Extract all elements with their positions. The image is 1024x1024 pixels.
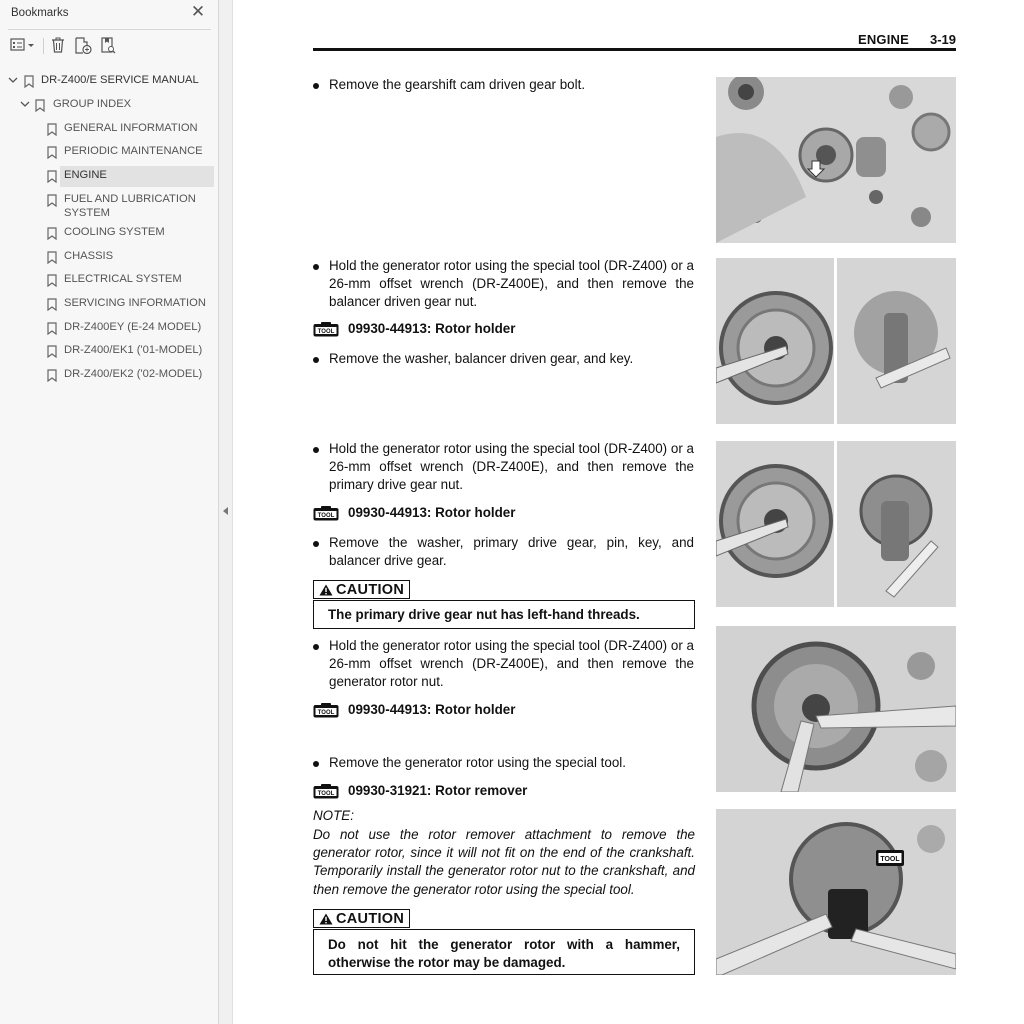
section-title: ENGINE: [857, 32, 909, 47]
step-item: [313, 754, 695, 774]
chevron-down-icon[interactable]: [20, 99, 30, 109]
bookmark-item-general-information[interactable]: [0, 120, 219, 142]
bookmark-item-service-manual[interactable]: [0, 72, 219, 94]
caution-message: Do not hit the generator rotor with a hammer, otherwise the rotor may be damaged.: [328, 937, 680, 971]
bookmark-label: FUEL AND LUBRICATION SYSTEM: [64, 193, 196, 219]
tool-icon: [313, 506, 339, 521]
engine-photo: [716, 441, 956, 607]
warning-icon: [319, 584, 333, 596]
bookmark-item-fuel-lubrication[interactable]: [0, 191, 219, 227]
step-text: Hold the generator rotor using the special tool (DR-Z400) or a 26-mm offset wrench (DR-Z400E), and then remove the generator rotor nut.: [329, 638, 694, 690]
tool-icon: [313, 784, 339, 799]
tool-text: 09930-44913: Rotor holder: [348, 702, 516, 717]
bookmark-label: PERIODIC MAINTENANCE: [64, 145, 203, 157]
note-text: Do not use the rotor remover attachment to remove the generator rotor, since it will not fit on the end of the crankshaft. Temporarily install the generator rotor nut to the crankshaft, and then remove the generator rotor using the special tool.: [313, 827, 695, 897]
bookmark-label: DR-Z400/E SERVICE MANUAL: [41, 74, 199, 86]
note-heading: NOTE:: [313, 808, 354, 823]
bookmark-item-periodic-maintenance[interactable]: [0, 143, 219, 165]
step-text: Hold the generator rotor using the special tool (DR-Z400) or a 26-mm offset wrench (DR-Z400E), and then remove the balancer driven gear nut.: [329, 258, 694, 310]
add-bookmark-icon[interactable]: [73, 34, 93, 56]
panel-splitter[interactable]: [219, 0, 233, 1024]
tool-icon-label: TOOL: [317, 710, 335, 716]
tool-icon-label: TOOL: [317, 329, 335, 335]
bookmark-item-cooling-system[interactable]: [0, 224, 219, 246]
engine-photo: [716, 809, 956, 975]
bookmark-icon: [47, 298, 57, 311]
chevron-down-icon[interactable]: [8, 75, 18, 85]
caution-message: The primary drive gear nut has left-hand threads.: [328, 607, 640, 622]
step-item: [313, 257, 695, 313]
warning-icon: [319, 913, 333, 925]
bookmark-icon: [47, 146, 57, 159]
divider: [8, 29, 211, 30]
step-item: [313, 637, 695, 693]
bullet-icon: [313, 761, 319, 767]
document-page: [234, 0, 1024, 1024]
bookmark-label: DR-Z400EY (E-24 MODEL): [64, 321, 202, 333]
special-tool: [313, 783, 613, 801]
step-item: [313, 76, 695, 96]
bookmark-icon: [47, 369, 57, 382]
tool-icon-label: TOOL: [317, 513, 335, 519]
bookmark-label: DR-Z400/EK2 ('02-MODEL): [64, 368, 203, 380]
bookmarks-header: [0, 0, 218, 28]
caution-text: CAUTION: [336, 911, 405, 927]
bookmark-item-engine[interactable]: [0, 167, 219, 189]
tool-text: 09930-44913: Rotor holder: [348, 321, 516, 336]
delete-bookmark-icon[interactable]: [49, 34, 67, 56]
step-item: [313, 350, 695, 370]
tool-text: 09930-44913: Rotor holder: [348, 505, 516, 520]
step-text: Remove the gearshift cam driven gear bolt.: [329, 77, 586, 92]
bookmark-icon: [47, 251, 57, 264]
tool-text: 09930-31921: Rotor remover: [348, 783, 528, 798]
bookmark-item-drz400-ek1[interactable]: [0, 342, 219, 364]
bullet-icon: [313, 264, 319, 270]
bookmark-label: GROUP INDEX: [53, 98, 132, 110]
bookmark-icon: [47, 170, 57, 183]
step-text: Hold the generator rotor using the special tool (DR-Z400) or a 26-mm offset wrench (DR-Z400E), and then remove the primary drive gear nut.: [329, 441, 694, 493]
bookmark-icon: [47, 322, 57, 335]
step-text: Remove the generator rotor using the special tool.: [329, 755, 626, 770]
collapse-panel-icon[interactable]: [223, 507, 228, 515]
tool-icon: [313, 703, 339, 718]
bookmark-item-drz400-ek2[interactable]: [0, 366, 219, 388]
bookmarks-toolbar: [0, 34, 219, 58]
bookmark-label: CHASSIS: [64, 250, 114, 262]
tool-icon-label: TOOL: [317, 791, 335, 797]
bookmark-options-icon[interactable]: [10, 34, 36, 56]
bullet-icon: [313, 541, 319, 547]
bullet-icon: [313, 83, 319, 89]
bullet-icon: [313, 644, 319, 650]
step-item: [313, 534, 695, 572]
caution-text: CAUTION: [336, 582, 405, 598]
engine-photo: [716, 77, 956, 243]
bookmark-icon: [47, 123, 57, 136]
bookmark-icon: [47, 227, 57, 240]
step-text: Remove the washer, primary drive gear, pin, key, and balancer drive gear.: [329, 535, 694, 569]
bookmark-label: COOLING SYSTEM: [64, 226, 165, 238]
caution-label: [313, 580, 410, 599]
bookmark-icon: [47, 274, 57, 287]
tool-icon-label: TOOL: [880, 856, 900, 863]
caution-label: [313, 909, 410, 928]
bookmark-icon: [24, 75, 34, 88]
special-tool: [313, 321, 613, 339]
engine-photo: [716, 626, 956, 792]
bullet-icon: [313, 357, 319, 363]
bookmarks-panel: [0, 0, 219, 1024]
bookmark-icon: [35, 99, 45, 112]
bookmark-icon: [47, 345, 57, 358]
page-number: 3-19: [929, 32, 956, 47]
bookmark-label: GENERAL INFORMATION: [64, 122, 198, 134]
engine-photo: [716, 258, 956, 424]
close-icon[interactable]: ✕: [190, 2, 206, 21]
step-text: Remove the washer, balancer driven gear, and key.: [329, 351, 634, 366]
tool-icon: [313, 322, 339, 337]
bookmark-label: DR-Z400/EK1 ('01-MODEL): [64, 344, 203, 356]
bookmark-item-group-index[interactable]: [0, 96, 219, 118]
bookmark-icon: [47, 194, 57, 207]
bookmark-label: ELECTRICAL SYSTEM: [64, 273, 182, 285]
find-bookmark-icon[interactable]: [99, 34, 117, 56]
bookmarks-title: Bookmarks: [11, 7, 69, 19]
bookmark-item-electrical-system[interactable]: [0, 271, 219, 293]
bookmark-label: SERVICING INFORMATION: [64, 297, 206, 309]
bookmark-item-servicing-information[interactable]: [0, 295, 219, 317]
caution-box: [313, 929, 695, 975]
caution-box: [313, 600, 695, 629]
special-tool: [313, 505, 613, 523]
step-item: [313, 440, 695, 496]
bookmark-label: ENGINE: [64, 169, 107, 181]
header-rule: [313, 48, 956, 51]
bullet-icon: [313, 447, 319, 453]
bookmark-item-drz400ey[interactable]: [0, 319, 219, 341]
special-tool: [313, 702, 613, 720]
bookmark-item-chassis[interactable]: [0, 248, 219, 270]
toolbar-separator: [43, 38, 44, 54]
